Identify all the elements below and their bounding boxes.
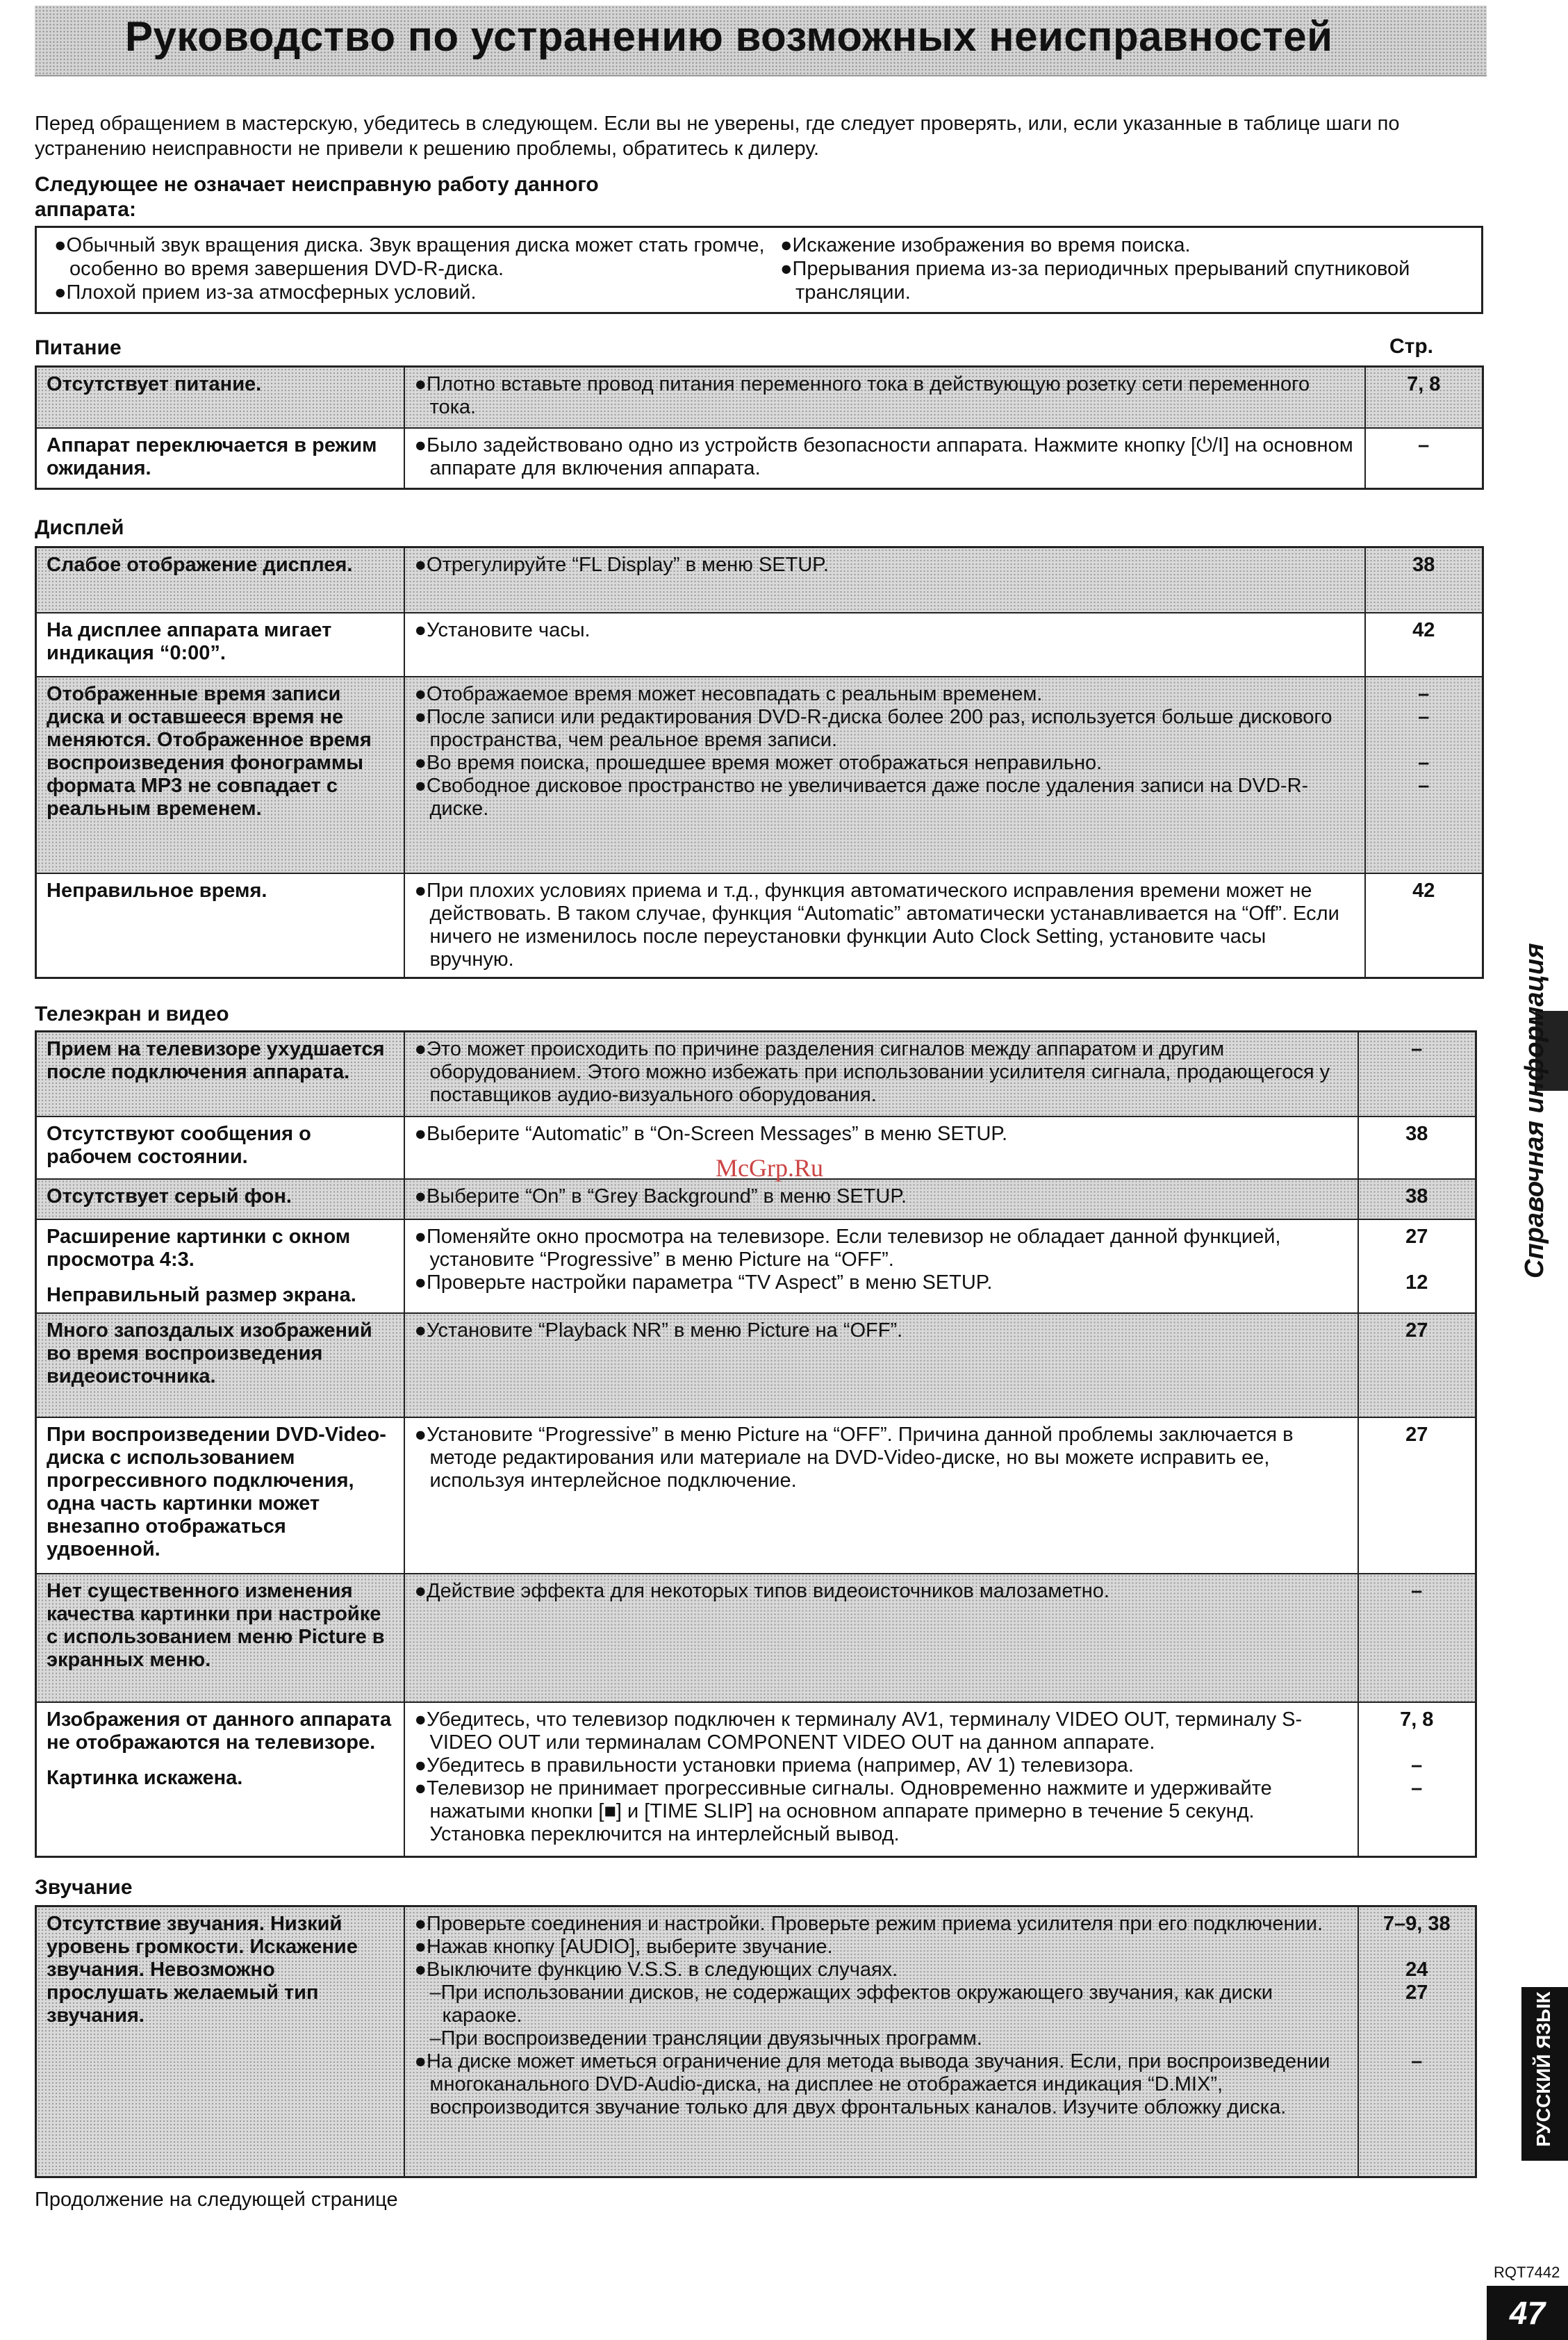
solution-cell: ●Плотно вставьте провод питания переменного тока в действующую розетку сети переменного тока. — [404, 367, 1365, 428]
page-cell: – – – – — [1365, 677, 1483, 873]
page-cell: 7–9, 38 24 27 – — [1358, 1906, 1476, 2177]
page-cell: 42 — [1365, 613, 1483, 677]
table-power — [35, 365, 1484, 490]
table-row — [36, 1417, 1476, 1574]
intro-text: Перед обращением в мастерскую, убедитесь в следующем. Если вы не уверены, где следует проверять, или, если указанные в таблице шаги по устранению неисправности не привели к решению проблемы, обратитесь к дилеру. — [35, 113, 1400, 160]
page-cell: 27 12 — [1358, 1219, 1476, 1313]
problem-cell: Нет существенного изменения качества картинки при настройке с использованием меню Picture в экранных меню. — [36, 1574, 404, 1702]
solution-cell: ●Было задействовано одно из устройств безопасности аппарата. Нажмите кнопку [⏻/I] на основном аппарате для включения аппарата. — [404, 428, 1365, 489]
note-item: ●Обычный звук вращения диска. Звук вращения диска может стать громче, особенно во время завершения DVD-R-диска. — [54, 234, 765, 280]
page-cell: – — [1365, 428, 1483, 489]
table-row — [36, 873, 1483, 978]
solution-cell: ●Отрегулируйте “FL Display” в меню SETUP. — [404, 547, 1365, 613]
page-cell: 7, 8 — [1365, 367, 1483, 428]
title-band — [35, 6, 1487, 76]
problem-cell: Отсутствие звучания. Низкий уровень громкости. Искажение звучания. Невозможно прослушать желаемый тип звучания. — [36, 1906, 404, 2177]
section-label-tv: Телеэкран и видео — [35, 1003, 229, 1025]
table-row — [36, 613, 1483, 677]
table-row — [36, 1313, 1476, 1417]
solution-cell: ●Это может происходить по причине разделения сигналов между аппаратом и другим оборудованием. Этого можно избежать при использовании усилителя сигнала, продающегося у поставщиков аудио-визуального оборудования. — [404, 1032, 1358, 1117]
table-row — [36, 367, 1483, 428]
problem-cell: Отображенные время записи диска и оставшееся время не меняются. Отображенное время воспроизведения фонограммы формата MP3 не совпадает с реальным временем. — [36, 677, 404, 873]
note-item: ●Искажение изображения во время поиска. — [780, 234, 1191, 256]
page-cell: 27 — [1358, 1313, 1476, 1417]
solution-cell: ●Убедитесь, что телевизор подключен к терминалу AV1, терминалу VIDEO OUT, терминалу S-VIDEO OUT или терминалам COMPONENT VIDEO OUT на данном аппарате. ●Убедитесь в правильности установки приема (например, AV 1) телевизора. ●Телевизор не принимает прогрессивные сигналы. Одновременно нажмите и удерживайте нажатыми кнопки [■] и [TIME SLIP] на основном аппарате примерно в течение 5 секунд. Установка переключится на интерлейсный вывод. — [404, 1702, 1358, 1857]
page-column-header: Стр. — [1389, 335, 1434, 358]
solution-cell: ●Проверьте соединения и настройки. Проверьте режим приема усилителя при его подключении. ●Нажав кнопку [AUDIO], выберите звучание. ●Выключите функцию V.S.S. в следующих случаях. –При использовании дисков, не содержащих эффектов окружающего звучания, как диски караоке. –При воспроизведении трансляции двуязычных программ. ●На диске может иметься ограничение для метода вывода звучания. Если, при воспроизведении многоканального DVD-Audio-диска, на дисплее не отображается индикация “D.MIX”, воспроизводится звучание только для двух фронтальных каналов. Изучите обложку диска. — [404, 1906, 1358, 2177]
note-item: ●Плохой прием из-за атмосферных условий. — [54, 281, 477, 304]
solution-cell: ●Установите “Playback NR” в меню Picture на “OFF”. — [404, 1313, 1358, 1417]
document-code: RQT7442 — [1494, 2264, 1560, 2281]
page-cell: 38 — [1358, 1117, 1476, 1179]
notes-box — [35, 226, 1483, 314]
section-label-display: Дисплей — [35, 516, 124, 539]
page-number: 47 — [1487, 2286, 1568, 2340]
table-row — [36, 428, 1483, 489]
page-cell: 38 — [1365, 547, 1483, 613]
solution-cell: ●Поменяйте окно просмотра на телевизоре. Если телевизор не обладает данной функцией, установите “Progressive” в меню Picture на “OFF”. ●Проверьте настройки параметра “TV Aspect” в меню SETUP. — [404, 1219, 1358, 1313]
table-display — [35, 546, 1484, 979]
page-cell: 7, 8 – – — [1358, 1702, 1476, 1857]
problem-cell: Неправильное время. — [36, 873, 404, 978]
section-label-power: Питание — [35, 336, 122, 359]
page-cell: 27 — [1358, 1417, 1476, 1574]
page-title: Руководство по устранению возможных неисправностей — [125, 13, 1333, 60]
page-cell: 42 — [1365, 873, 1483, 978]
table-row — [36, 677, 1483, 873]
table-row — [36, 1219, 1476, 1313]
page-cell: – — [1358, 1032, 1476, 1117]
watermark: McGrp.Ru — [716, 1154, 823, 1182]
table-row — [36, 547, 1483, 613]
table-sound — [35, 1905, 1477, 2178]
note-item: ●Прерывания приема из-за периодичных прерываний спутниковой трансляции. — [780, 258, 1410, 304]
notes-left-column — [54, 233, 784, 304]
problem-cell: Отсутствуют сообщения о рабочем состоянии. — [36, 1117, 404, 1179]
solution-cell: ●Отображаемое время может несовпадать с реальным временем. ●После записи или редактирования DVD-R-диска более 200 раз, используется больше дискового пространства, чем реальное время записи. ●Во время поиска, прошедшее время может отображаться неправильно. ●Свободное дисковое пространство не увеличивается даже после удаления записи на DVD-R-диске. — [404, 677, 1365, 873]
table-row — [36, 1179, 1476, 1219]
table-row — [36, 1032, 1476, 1117]
table-row — [36, 1702, 1476, 1857]
solution-cell: ●Выберите “Automatic” в “On-Screen Messages” в меню SETUP. — [404, 1117, 1358, 1179]
problem-cell: Изображения от данного аппарата не отображаются на телевизоре. Картинка искажена. — [36, 1702, 404, 1857]
page-cell: 38 — [1358, 1179, 1476, 1219]
continue-note: Продолжение на следующей странице — [35, 2189, 398, 2211]
problem-cell: Много запоздалых изображений во время воспроизведения видеоисточника. — [36, 1313, 404, 1417]
problem-cell: Слабое отображение дисплея. — [36, 547, 404, 613]
solution-cell: ●Установите часы. — [404, 613, 1365, 677]
table-row — [36, 1574, 1476, 1702]
solution-cell: ●Установите “Progressive” в меню Picture на “OFF”. Причина данной проблемы заключается в методе редактирования или материале на DVD-Video-диске, но вы можете исправить ее, используя интерлейсное подключение. — [404, 1417, 1358, 1574]
notes-title: Следующее не означает неисправную работу данного аппарата: — [35, 173, 599, 221]
solution-cell: ●При плохих условиях приема и т.д., функция автоматического исправления времени может не действовать. В таком случае, функция “Automatic” автоматически устанавливается на “Off”. Если ничего не изменилось после переустановки функции Auto Clock Setting, установите часы вручную. — [404, 873, 1365, 978]
problem-cell: Прием на телевизоре ухудшается после подключения аппарата. — [36, 1032, 404, 1117]
language-label: РУССКИЙ ЯЗЫК — [1533, 1991, 1554, 2147]
solution-cell: ●Выберите “On” в “Grey Background” в меню SETUP. — [404, 1179, 1358, 1219]
problem-cell: Расширение картинки с окном просмотра 4:3. Неправильный размер экрана. — [36, 1219, 404, 1313]
problem-cell: Отсутствует серый фон. — [36, 1179, 404, 1219]
problem-cell: Аппарат переключается в режим ожидания. — [36, 428, 404, 489]
problem-cell: На дисплее аппарата мигает индикация “0:00”. — [36, 613, 404, 677]
section-label-sound: Звучание — [35, 1876, 133, 1899]
side-section-label: Справочная информация — [1520, 943, 1549, 1278]
page-cell: – — [1358, 1574, 1476, 1702]
notes-right-column — [780, 233, 1468, 304]
solution-cell: ●Действие эффекта для некоторых типов видеоисточников малозаметно. — [404, 1574, 1358, 1702]
problem-cell: При воспроизведении DVD-Video-диска с использованием прогрессивного подключения, одна часть картинки может внезапно отображаться удвоенной. — [36, 1417, 404, 1574]
problem-cell: Отсутствует питание. — [36, 367, 404, 428]
table-row — [36, 1906, 1476, 2177]
